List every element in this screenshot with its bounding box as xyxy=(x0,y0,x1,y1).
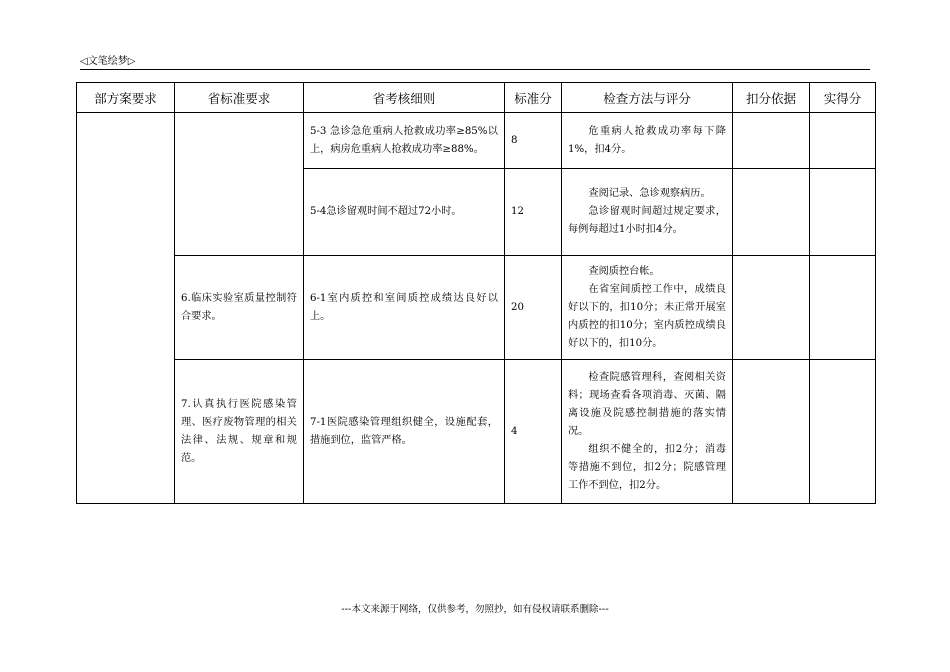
col-header-province-standard: 省标准要求 xyxy=(175,83,304,113)
col-header-ministry-requirement: 部方案要求 xyxy=(77,83,175,113)
check-method-cell xyxy=(562,360,733,504)
col-header-check-method: 检查方法与评分 xyxy=(562,83,733,113)
actual-score-cell xyxy=(810,360,876,504)
table-row xyxy=(77,113,876,169)
standard-score-cell: 4 xyxy=(505,360,562,504)
standard-score-cell: 20 xyxy=(505,256,562,360)
col-header-assessment-rule: 省考核细则 xyxy=(304,83,505,113)
header-divider xyxy=(80,69,870,70)
page-footer-disclaimer: ---本文来源于网络，仅供参考，勿照抄，如有侵权请联系删除--- xyxy=(341,604,609,615)
assessment-rule-cell: 7-1医院感染管理组织健全，设施配套，措施到位，监管严格。 xyxy=(304,360,505,504)
check-method-text: 急诊留观时间超过规定要求，每例每超过1小时扣4分。 xyxy=(568,206,726,235)
province-standard-cell: 7.认真执行医院感染管理、医疗废物管理的相关法律、法规、规章和规范。 xyxy=(175,360,304,504)
check-method-text: 危重病人抢救成功率每下降1%，扣4分。 xyxy=(568,125,726,155)
province-standard-cell: 6.临床实验室质量控制符合要求。 xyxy=(175,256,304,360)
standard-score-cell: 12 xyxy=(505,169,562,256)
assessment-rule-cell: 5-3 急诊急危重病人抢救成功率≥85%以上，病房危重病人抢救成功率≥88%。 xyxy=(304,113,505,169)
assessment-rule-cell: 5-4急诊留观时间不超过72小时。 xyxy=(304,169,505,256)
table-row xyxy=(77,256,876,360)
deduction-basis-cell xyxy=(733,169,810,256)
actual-score-cell xyxy=(810,113,876,169)
assessment-rule-cell: 6-1室内质控和室间质控成绩达良好以上。 xyxy=(304,256,505,360)
check-method-text: 查阅记录、急诊观察病历。 xyxy=(588,188,711,199)
col-header-actual-score: 实得分 xyxy=(810,83,876,113)
col-header-deduction-basis: 扣分依据 xyxy=(733,83,810,113)
deduction-basis-cell xyxy=(733,256,810,360)
check-method-text: 检查院感管理科，查阅相关资料；现场查看各项消毒、灭菌、隔离设施及院感控制措施的落实情况。 xyxy=(568,371,726,437)
ministry-requirement-cell xyxy=(77,113,175,504)
deduction-basis-cell xyxy=(733,360,810,504)
actual-score-cell xyxy=(810,169,876,256)
table-header-row xyxy=(77,83,876,113)
standard-score-cell: 8 xyxy=(505,113,562,169)
page-header-brand: ◁文笔绘梦▷ xyxy=(80,56,136,67)
province-standard-cell xyxy=(175,113,304,256)
check-method-text: 在省室间质控工作中，成绩良好以下的，扣10分；未正常开展室内质控的扣10分；室内质控成绩良好以下的，扣10分。 xyxy=(568,283,726,349)
check-method-cell xyxy=(562,113,733,169)
assessment-table xyxy=(76,82,876,504)
check-method-text: 查阅质控台帐。 xyxy=(588,265,660,277)
check-method-text: 组织不健全的，扣2分；消毒等措施不到位，扣2分；院感管理工作不到位，扣2分。 xyxy=(568,443,726,491)
actual-score-cell xyxy=(810,256,876,360)
check-method-cell xyxy=(562,256,733,360)
deduction-basis-cell xyxy=(733,113,810,169)
check-method-cell xyxy=(562,169,733,256)
col-header-standard-score: 标准分 xyxy=(505,83,562,113)
table-row xyxy=(77,360,876,504)
